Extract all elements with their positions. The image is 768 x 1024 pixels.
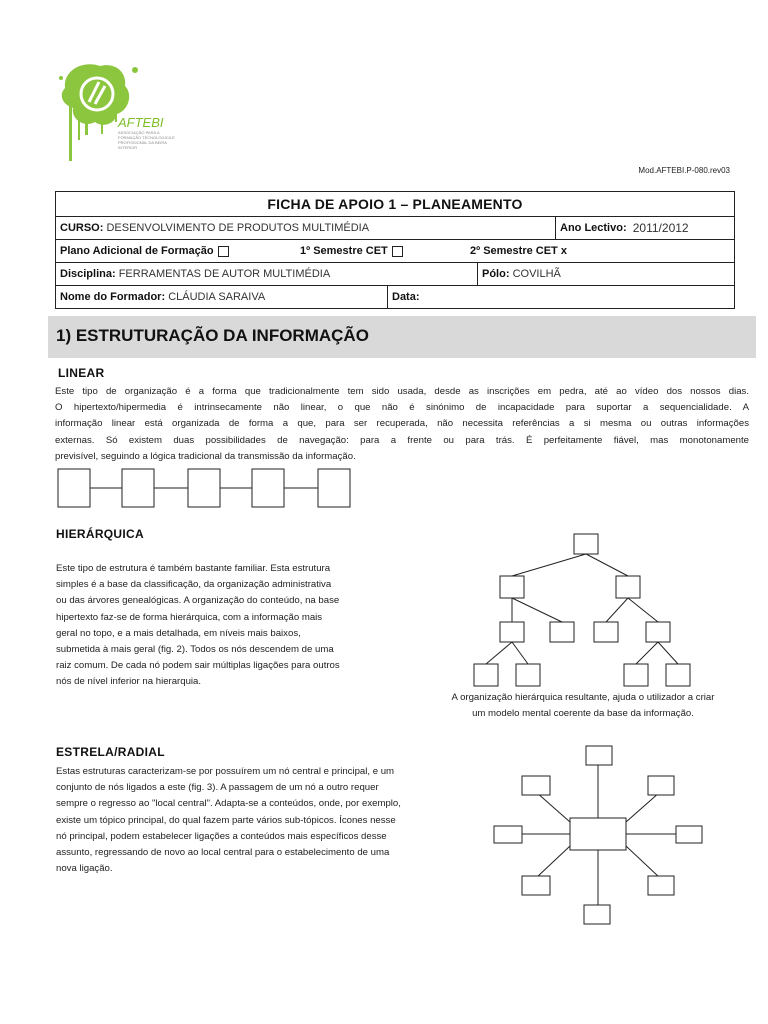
estrela-heading: ESTRELA/RADIAL xyxy=(56,745,165,759)
hierarquica-heading: HIERÁRQUICA xyxy=(56,527,144,541)
data-label: Data: xyxy=(392,291,420,303)
formador-row xyxy=(56,285,734,308)
formador-label: Nome do Formador: xyxy=(60,291,166,303)
hierarquica-line: Este tipo de estrutura é também bastante familiar. Esta estrutura xyxy=(56,563,331,574)
hierarchy-node xyxy=(516,664,540,686)
star-node xyxy=(648,776,674,795)
hierarchy-node xyxy=(616,576,640,598)
ano-label: Ano Lectivo: xyxy=(560,222,627,234)
linear-line: externas. Só existem duas possibilidades de navegação: para a frente ou para trás. É perfeitamente fiável, mas monotonamente xyxy=(55,434,749,446)
sem1-checkbox[interactable] xyxy=(392,246,403,257)
linear-line: Este tipo de organização é a forma que tradicionalmente tem sido usada, desde as inscrições em pedra, até ao vídeo dos nossos dias. xyxy=(55,386,749,397)
polo-cell xyxy=(478,263,732,285)
linear-diagram xyxy=(54,465,364,513)
curso-cell xyxy=(56,217,556,239)
linear-node xyxy=(58,469,90,507)
hierarchy-diagram xyxy=(470,530,720,690)
plano-row xyxy=(56,239,734,262)
data-cell xyxy=(388,286,732,308)
disciplina-row xyxy=(56,262,734,285)
star-center-node xyxy=(570,818,626,850)
hierarchy-node xyxy=(474,664,498,686)
header-table xyxy=(55,191,735,309)
star-node xyxy=(522,776,550,795)
hierarquica-line: submetida à mais geral (fig. 2). Todos os nós descendem de uma xyxy=(56,644,334,656)
disciplina-cell xyxy=(56,263,478,285)
header-title-row xyxy=(56,192,734,216)
logo-name: AFTEBI xyxy=(118,115,164,130)
aftebi-logo xyxy=(55,58,175,168)
estrela-line: Estas estruturas caracterizam-se por possuírem um nó central e principal, e um xyxy=(56,766,395,777)
linear-node xyxy=(318,469,350,507)
sem1-cell xyxy=(296,240,466,262)
polo-value: COVILHÃ xyxy=(512,268,561,280)
curso-value: DESENVOLVIMENTO DE PRODUTOS MULTIMÉDIA xyxy=(106,222,370,234)
linear-paragraph xyxy=(55,384,749,465)
hierarchy-node xyxy=(500,622,524,642)
sem2-cell xyxy=(466,240,666,262)
estrela-line: assunto, regressando de novo ao local central para o estabelecimento de uma xyxy=(56,847,390,859)
estrela-line: nó principal, podem estabelecer ligações a conteúdos mais específicos desse xyxy=(56,830,387,842)
estrela-line: conjunto de nós ligados a este (fig. 3). A passagem de um nó a outro requer xyxy=(56,782,379,794)
ano-value: 2011/2012 xyxy=(632,221,689,235)
formador-cell xyxy=(56,286,388,308)
curso-label: CURSO: xyxy=(60,222,104,234)
linear-line: previsível, seguindo a lógica tradicional da transmissão da informação. xyxy=(55,450,356,462)
plano-checkbox[interactable] xyxy=(218,246,229,257)
hierarquica-line: ou das árvores genealógicas. A organização do conteúdo, na base xyxy=(56,595,340,607)
estrela-line: existe um tópico principal, do qual fazem parte vários sub-tópicos. Ícones nesse xyxy=(56,814,396,826)
linear-node xyxy=(188,469,220,507)
plano-cell xyxy=(56,240,296,262)
logo-subtitle: ASSOCIAÇÃO PARA A FORMAÇÃO TECNOLÓGICA E PROFISSIONAL DA BEIRA INTERIOR xyxy=(118,130,175,150)
sem1-label: 1º Semestre CET xyxy=(300,245,388,257)
section-title: 1) ESTRUTURAÇÃO DA INFORMAÇÃO xyxy=(56,326,369,345)
hierarchy-node xyxy=(574,534,598,554)
linear-node xyxy=(252,469,284,507)
form-reference: Mod.AFTEBI.P-080.rev03 xyxy=(638,166,730,175)
ano-cell xyxy=(556,217,732,239)
hierarchy-node xyxy=(500,576,524,598)
section-heading-band xyxy=(48,316,756,358)
star-node xyxy=(648,876,674,895)
caption-line: um modelo mental coerente da base da informação. xyxy=(472,708,694,719)
formador-value: CLÁUDIA SARAIVA xyxy=(168,291,266,303)
star-node xyxy=(676,826,702,843)
estrela-line: sempre o regresso ao "local central". Adapta-se a conteúdos, onde, por exemplo, xyxy=(56,798,401,810)
hierarchy-node xyxy=(624,664,648,686)
linear-line: O hipertexto/hipermedia é intrinsecamente não linear, o que não é sinónimo de incapacidade para suportar a sequencialidade. A xyxy=(55,402,749,414)
disciplina-label: Disciplina: xyxy=(60,268,116,280)
star-node xyxy=(522,876,550,895)
hierarchy-caption xyxy=(410,690,756,722)
estrela-line: nova ligação. xyxy=(56,863,113,875)
plano-label: Plano Adicional de Formação xyxy=(60,245,214,257)
hierarquica-line: geral no topo, e a mais detalhada, em níveis mais baixos, xyxy=(56,627,301,639)
hierarquica-paragraph xyxy=(56,561,406,691)
hierarchy-node xyxy=(594,622,618,642)
sem2-label: 2º Semestre CET x xyxy=(470,245,567,257)
curso-row xyxy=(56,216,734,239)
caption-line: A organização hierárquica resultante, ajuda o utilizador a criar xyxy=(451,692,715,703)
hierarchy-node xyxy=(666,664,690,686)
disciplina-value: FERRAMENTAS DE AUTOR MULTIMÉDIA xyxy=(118,268,331,280)
star-node xyxy=(494,826,522,843)
hierarchy-node xyxy=(646,622,670,642)
hierarquica-line: raiz comum. De cada nó podem sair múltiplas ligações para outros xyxy=(56,660,340,672)
sheet-title: FICHA DE APOIO 1 – PLANEAMENTO xyxy=(267,196,523,212)
estrela-paragraph xyxy=(56,764,476,877)
hierarquica-line: nós de nível inferior na hierarquia. xyxy=(56,676,202,688)
linear-line: informação linear está organizada de forma a que, para ser recuperada, não necessita referências a si mesma ou outras informações xyxy=(55,418,749,430)
linear-heading: LINEAR xyxy=(58,366,105,380)
hierarquica-line: simples é a base da classificação, da organização administrativa xyxy=(56,579,332,591)
star-diagram xyxy=(488,740,718,930)
polo-label: Pólo: xyxy=(482,268,510,280)
hierarchy-node xyxy=(550,622,574,642)
star-node xyxy=(586,746,612,765)
star-node xyxy=(584,905,610,924)
linear-node xyxy=(122,469,154,507)
hierarquica-line: hipertexto faz-se de forma hierárquica, com a informação mais xyxy=(56,611,323,623)
